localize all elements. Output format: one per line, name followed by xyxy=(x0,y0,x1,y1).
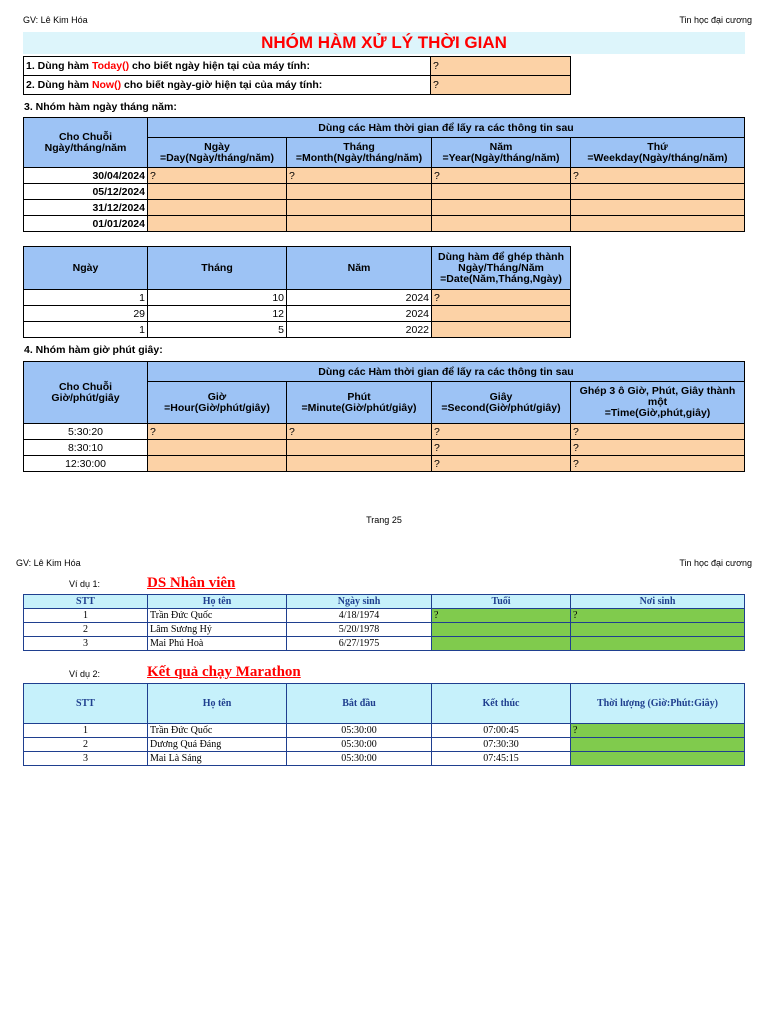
column-header: Họ tên xyxy=(148,595,287,609)
column-header: Tuổi xyxy=(432,595,571,609)
year-cell: 2024 xyxy=(287,290,432,306)
column-header: Tháng =Month(Ngày/tháng/năm) xyxy=(287,138,432,168)
answer-cell[interactable] xyxy=(571,200,745,216)
date-functions-table xyxy=(23,117,745,232)
column-header: Năm =Year(Ngày/tháng/năm) xyxy=(432,138,571,168)
column-header: Giây =Second(Giờ/phút/giây) xyxy=(432,382,571,424)
example-label: Ví dụ 2: xyxy=(69,669,101,679)
question-now: 2. Dùng hàm Now() cho biết ngày-giờ hiện tại của máy tính: xyxy=(24,76,431,95)
birthdate-cell: 6/27/1975 xyxy=(287,637,432,651)
table-row xyxy=(24,216,745,232)
answer-cell[interactable]: ? xyxy=(287,168,432,184)
column-header: STT xyxy=(24,684,148,724)
date-cell: 05/12/2024 xyxy=(24,184,148,200)
answer-cell[interactable]: ? xyxy=(432,440,571,456)
start-time-cell: 05:30:00 xyxy=(287,724,432,738)
answer-cell[interactable] xyxy=(432,184,571,200)
name-cell: Lâm Sương Hý xyxy=(148,623,287,637)
answer-cell[interactable] xyxy=(432,322,571,338)
column-header: Nơi sinh xyxy=(571,595,745,609)
column-header: Dùng hàm để ghép thành Ngày/Tháng/Năm =Date(Năm,Tháng,Ngày) xyxy=(432,247,571,290)
table-row xyxy=(24,290,571,306)
answer-cell[interactable] xyxy=(432,306,571,322)
stt-cell: 3 xyxy=(24,637,148,651)
marathon-table xyxy=(23,683,745,766)
answer-cell[interactable] xyxy=(287,184,432,200)
answer-cell[interactable]: ? xyxy=(432,456,571,472)
date-cell: 30/04/2024 xyxy=(24,168,148,184)
column-header: Tháng xyxy=(148,247,287,290)
end-time-cell: 07:30:30 xyxy=(432,738,571,752)
answer-cell[interactable] xyxy=(148,184,287,200)
answer-cell[interactable] xyxy=(432,216,571,232)
page-title: NHÓM HÀM XỬ LÝ THỜI GIAN xyxy=(23,32,745,54)
table-row xyxy=(24,623,745,637)
group-header: Dùng các Hàm thời gian để lấy ra các thông tin sau xyxy=(148,118,745,138)
table-row xyxy=(24,322,571,338)
year-cell: 2024 xyxy=(287,306,432,322)
answer-cell[interactable] xyxy=(571,216,745,232)
birthdate-cell: 5/20/1978 xyxy=(287,623,432,637)
name-cell: Mai Là Sáng xyxy=(148,752,287,766)
answer-cell[interactable]: ? xyxy=(571,424,745,440)
table-row xyxy=(24,637,745,651)
month-cell: 12 xyxy=(148,306,287,322)
date-compose-table xyxy=(23,246,571,338)
header-course: Tin học đại cương xyxy=(679,558,752,568)
answer-cell[interactable] xyxy=(571,637,745,651)
table-row xyxy=(24,609,745,623)
answer-cell[interactable] xyxy=(287,200,432,216)
stt-cell: 1 xyxy=(24,609,148,623)
stt-cell: 2 xyxy=(24,738,148,752)
time-cell: 12:30:00 xyxy=(24,456,148,472)
answer-cell[interactable]: ? xyxy=(148,168,287,184)
table-row xyxy=(24,424,745,440)
time-functions-table xyxy=(23,361,745,472)
employee-table xyxy=(23,594,745,651)
column-header: Phút =Minute(Giờ/phút/giây) xyxy=(287,382,432,424)
day-cell: 1 xyxy=(24,322,148,338)
header-course: Tin học đại cương xyxy=(679,15,752,25)
answer-cell[interactable] xyxy=(148,456,287,472)
name-cell: Dương Quá Đáng xyxy=(148,738,287,752)
day-cell: 29 xyxy=(24,306,148,322)
page-number: Trang 25 xyxy=(366,515,402,525)
header-author: GV: Lê Kim Hóa xyxy=(16,558,81,568)
answer-cell[interactable]: ? xyxy=(432,424,571,440)
table-row xyxy=(24,456,745,472)
answer-cell[interactable]: ? xyxy=(571,724,745,738)
answer-cell[interactable] xyxy=(571,738,745,752)
column-header: Cho Chuỗi Ngày/tháng/năm xyxy=(24,118,148,168)
column-header: Thời lượng (Giờ:Phút:Giây) xyxy=(571,684,745,724)
answer-cell[interactable] xyxy=(432,637,571,651)
table-row xyxy=(24,306,571,322)
table-row xyxy=(24,200,745,216)
answer-cell[interactable] xyxy=(571,184,745,200)
answer-cell[interactable]: ? xyxy=(432,168,571,184)
end-time-cell: 07:00:45 xyxy=(432,724,571,738)
answer-cell[interactable] xyxy=(287,216,432,232)
example-title: DS Nhân viên xyxy=(147,575,236,591)
header-author: GV: Lê Kim Hóa xyxy=(23,15,88,25)
answer-cell[interactable]: ? xyxy=(432,290,571,306)
table-row xyxy=(24,724,745,738)
month-cell: 10 xyxy=(148,290,287,306)
name-cell: Mai Phú Hoà xyxy=(148,637,287,651)
column-header: Ngày xyxy=(24,247,148,290)
answer-cell[interactable]: ? xyxy=(432,609,571,623)
day-cell: 1 xyxy=(24,290,148,306)
answer-cell[interactable] xyxy=(571,623,745,637)
answer-cell[interactable] xyxy=(148,440,287,456)
column-header: Cho Chuỗi Giờ/phút/giây xyxy=(24,362,148,424)
time-cell: 5:30:20 xyxy=(24,424,148,440)
start-time-cell: 05:30:00 xyxy=(287,752,432,766)
column-header: Kết thúc xyxy=(432,684,571,724)
end-time-cell: 07:45:15 xyxy=(432,752,571,766)
answer-cell[interactable]: ? xyxy=(431,57,571,76)
column-header: Thứ =Weekday(Ngày/tháng/năm) xyxy=(571,138,745,168)
answer-cell[interactable]: ? xyxy=(571,609,745,623)
time-cell: 8:30:10 xyxy=(24,440,148,456)
section-heading: 4. Nhóm hàm giờ phút giây: xyxy=(24,344,163,356)
column-header: Họ tên xyxy=(148,684,287,724)
answer-cell[interactable] xyxy=(148,200,287,216)
answer-cell[interactable] xyxy=(432,200,571,216)
example-title: Kết quả chạy Marathon xyxy=(147,664,301,680)
column-header: Ngày =Day(Ngày/tháng/năm) xyxy=(148,138,287,168)
question-today: 1. Dùng hàm Today() cho biết ngày hiện tại của máy tính: xyxy=(24,57,431,76)
answer-cell[interactable] xyxy=(287,456,432,472)
group-header: Dùng các Hàm thời gian để lấy ra các thông tin sau xyxy=(148,362,745,382)
name-cell: Trần Đức Quốc xyxy=(148,724,287,738)
table-row xyxy=(24,168,745,184)
section-heading: 3. Nhóm hàm ngày tháng năm: xyxy=(24,101,177,113)
stt-cell: 3 xyxy=(24,752,148,766)
column-header: Giờ =Hour(Giờ/phút/giây) xyxy=(148,382,287,424)
name-cell: Trần Đức Quốc xyxy=(148,609,287,623)
column-header: Năm xyxy=(287,247,432,290)
table-row xyxy=(24,184,745,200)
table-row xyxy=(24,752,745,766)
answer-cell[interactable] xyxy=(148,216,287,232)
column-header: STT xyxy=(24,595,148,609)
question-table xyxy=(23,56,571,95)
table-row xyxy=(24,738,745,752)
start-time-cell: 05:30:00 xyxy=(287,738,432,752)
birthdate-cell: 4/18/1974 xyxy=(287,609,432,623)
table-row xyxy=(24,440,745,456)
column-header: Bắt đầu xyxy=(287,684,432,724)
answer-cell[interactable] xyxy=(571,752,745,766)
year-cell: 2022 xyxy=(287,322,432,338)
answer-cell[interactable]: ? xyxy=(431,76,571,95)
answer-cell[interactable] xyxy=(287,440,432,456)
answer-cell[interactable]: ? xyxy=(571,456,745,472)
answer-cell[interactable]: ? xyxy=(571,440,745,456)
stt-cell: 2 xyxy=(24,623,148,637)
date-cell: 01/01/2024 xyxy=(24,216,148,232)
column-header: Ghép 3 ô Giờ, Phút, Giây thành một =Time(Giờ,phút,giây) xyxy=(571,382,745,424)
date-cell: 31/12/2024 xyxy=(24,200,148,216)
stt-cell: 1 xyxy=(24,724,148,738)
answer-cell[interactable] xyxy=(432,623,571,637)
answer-cell[interactable]: ? xyxy=(148,424,287,440)
column-header: Ngày sinh xyxy=(287,595,432,609)
answer-cell[interactable]: ? xyxy=(287,424,432,440)
answer-cell[interactable]: ? xyxy=(571,168,745,184)
example-label: Ví dụ 1: xyxy=(69,579,101,589)
month-cell: 5 xyxy=(148,322,287,338)
